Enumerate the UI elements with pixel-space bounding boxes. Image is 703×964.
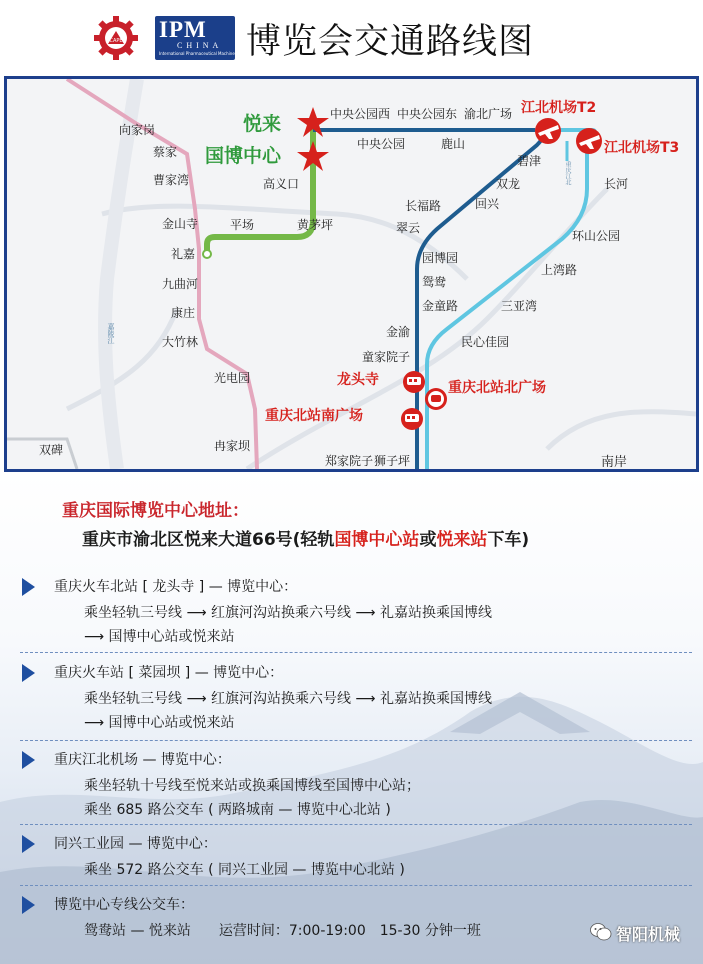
address-station-guobo: 国博中心站 (334, 530, 420, 550)
station-cuiyun: 翠云 (396, 221, 421, 235)
station-caojiawan: 曹家湾 (153, 173, 190, 187)
station-dazhulin: 大竹林 (162, 335, 199, 349)
route-detail: ⟶ 国博中心站或悦来站 (84, 715, 235, 731)
station-lushan: 鹿山 (441, 137, 466, 151)
ipm-logo-sub: CHINA (177, 41, 223, 50)
station-north-square: 重庆北站北广场 (448, 380, 546, 396)
station-zhengjia: 郑家院子 (325, 454, 374, 468)
station-airport-t2: 江北机场T2 (521, 100, 597, 116)
ipm-logo (155, 16, 239, 60)
station-south-square: 重庆北站南广场 (265, 408, 363, 424)
divider (20, 885, 692, 886)
airport-t3-icon (576, 128, 602, 154)
station-airport-t3: 江北机场T3 (604, 140, 680, 156)
station-jinyu: 金渝 (386, 325, 411, 339)
divider (20, 824, 692, 825)
triangle-bullet-icon (22, 835, 35, 853)
station-yuanyang: 鸳鸯 (422, 275, 447, 289)
north-square-train-icon (425, 388, 447, 410)
triangle-bullet-icon (22, 578, 35, 596)
route-detail: ⟶ 国博中心站或悦来站 (84, 629, 235, 645)
station-jiuquhe: 九曲河 (162, 277, 199, 291)
district-nanan: 南岸 (601, 455, 628, 470)
station-minxinjiayuan: 民心佳园 (461, 335, 510, 349)
info-panel (0, 472, 703, 964)
station-shuangbei: 双碑 (39, 443, 64, 457)
brand-name: 智阳机械 (616, 925, 681, 944)
triangle-bullet-icon (22, 664, 35, 682)
station-zygy-e: 中央公园东 (397, 107, 458, 121)
station-yuelai: 悦来 (243, 113, 282, 135)
station-shangwanlu: 上湾路 (541, 263, 578, 277)
ipm-logo-text: IPM (159, 17, 207, 42)
route-detail: 乘坐 572 路公交车 ( 同兴工业园 — 博览中心北站 ) (84, 862, 405, 878)
route-heading: 博览中心专线公交车： (54, 897, 194, 913)
station-shiziping: 狮子坪 (374, 454, 411, 468)
station-kangzhuang: 康庄 (171, 306, 196, 320)
route-heading: 重庆火车站 [ 菜园坝 ] — 博览中心： (54, 665, 284, 681)
station-ranjiaba: 冉家坝 (214, 439, 251, 453)
station-huanshan: 环山公园 (572, 229, 621, 243)
route-detail: 乘坐轻轨十号线至悦来站或换乘国博线至国博中心站； (84, 778, 420, 794)
address-line (82, 525, 529, 550)
station-pingchang: 平场 (230, 218, 255, 232)
wechat-icon (590, 922, 612, 942)
address-text-pre: 重庆市渝北区悦来大道66号(轻轨 (82, 530, 335, 550)
station-huangmaoping: 黄茅坪 (297, 218, 334, 232)
station-huixing: 回兴 (475, 197, 500, 211)
address-text-post: 下车) (487, 530, 530, 550)
station-changhe: 长河 (604, 177, 629, 191)
station-guangdianyuan: 光电园 (214, 371, 251, 385)
station-guobo: 国博中心 (205, 145, 282, 167)
airport-t2-icon (535, 118, 561, 144)
address-station-yuelai: 悦来站 (436, 530, 488, 550)
station-zygy: 中央公园 (357, 137, 406, 151)
cape-logo-icon (92, 14, 140, 62)
station-shuanglong: 双龙 (496, 177, 521, 191)
header (0, 0, 703, 72)
station-xiangjiagang: 向家岗 (119, 123, 156, 137)
triangle-bullet-icon (22, 896, 35, 914)
longtousi-train-icon (403, 371, 425, 393)
lijia-interchange-icon (203, 250, 211, 258)
triangle-bullet-icon (22, 751, 35, 769)
line-6-pink (67, 79, 257, 469)
brand-watermark (590, 922, 681, 946)
station-sanyawan: 三亚湾 (501, 299, 538, 313)
station-jinshansi: 金山寺 (162, 217, 199, 231)
route-detail: 乘坐 685 路公交车 ( 两路城南 — 博览中心北站 ) (84, 802, 391, 818)
route-detail: 乘坐轻轨三号线 ⟶ 红旗河沟站换乘六号线 ⟶ 礼嘉站换乘国博线 (84, 691, 492, 707)
station-yubei-gc: 渝北广场 (464, 107, 513, 121)
route-detail: 鸳鸯站 — 悦来站 运营时间：7:00-19:00 15-30 分钟一班 (84, 923, 481, 939)
river-label: 嘉陵江 (107, 323, 115, 344)
station-zygy-w: 中央公园西 (330, 107, 391, 121)
station-gaoyikou: 高义口 (263, 177, 300, 191)
divider (20, 652, 692, 653)
address-text-mid: 或 (419, 530, 437, 550)
station-longtousi: 龙头寺 (337, 372, 379, 388)
divider (20, 740, 692, 741)
station-lijia: 礼嘉 (171, 247, 196, 261)
route-detail: 乘坐轻轨三号线 ⟶ 红旗河沟站换乘六号线 ⟶ 礼嘉站换乘国博线 (84, 605, 492, 621)
station-bijin: 碧津 (517, 154, 542, 168)
route-map (4, 76, 699, 472)
route-heading: 重庆火车北站 [ 龙头寺 ] — 博览中心： (54, 579, 298, 595)
ipm-logo-small: International Pharmaceutical Machinery (159, 51, 239, 56)
station-yuanboyuan: 园博园 (422, 251, 459, 265)
station-caijia: 蔡家 (153, 145, 178, 159)
address-title: 重庆国际博览中心地址： (62, 501, 249, 521)
station-tongjiayuanzi: 童家院子 (362, 350, 411, 364)
south-square-train-icon (401, 408, 423, 430)
airport-small-label: 重庆江北 (564, 161, 571, 185)
svg-text:CAPE: CAPE (109, 38, 123, 44)
station-changfulu: 长福路 (405, 199, 442, 213)
page-title: 博览会交通路线图 (246, 22, 535, 62)
route-heading: 同兴工业园 — 博览中心： (54, 836, 217, 852)
station-jintonglu: 金童路 (422, 299, 459, 313)
route-heading: 重庆江北机场 — 博览中心： (54, 752, 231, 768)
